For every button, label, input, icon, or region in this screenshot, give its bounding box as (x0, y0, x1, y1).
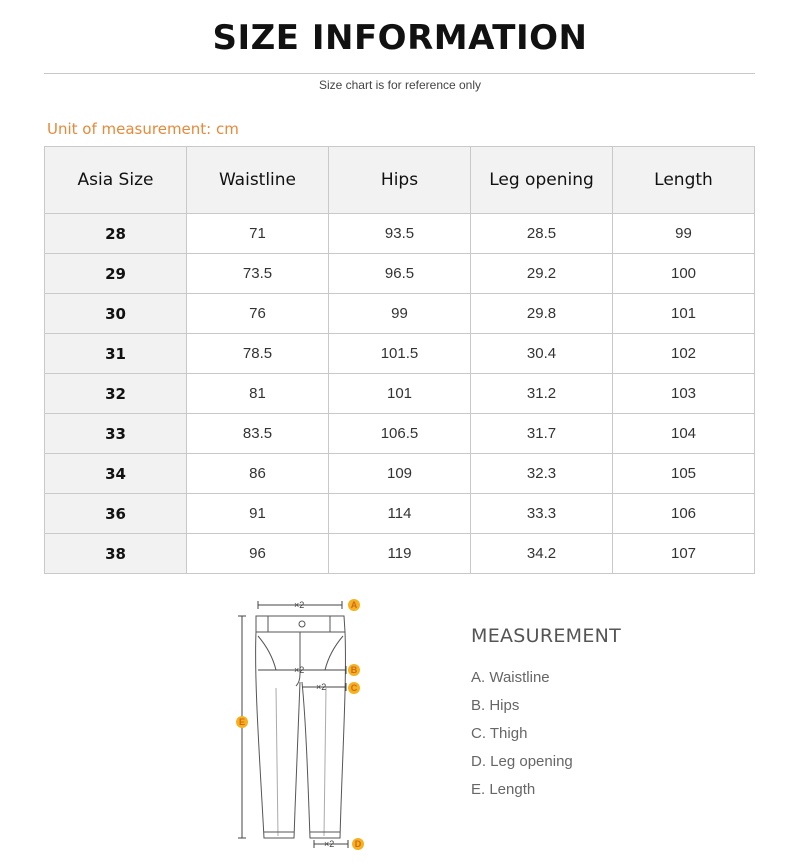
leg-opening-cell: 33.3 (471, 494, 613, 534)
hips-cell: 93.5 (329, 214, 471, 254)
size-cell: 33 (45, 414, 187, 454)
length-cell: 102 (613, 334, 755, 374)
marker-b-letter: B (350, 665, 358, 675)
size-cell: 36 (45, 494, 187, 534)
marker-d-note: ×2 (324, 839, 335, 849)
marker-b-note: ×2 (294, 665, 305, 675)
reference-note: Size chart is for reference only (318, 78, 482, 92)
size-cell: 29 (45, 254, 187, 294)
marker-a-note: ×2 (294, 600, 305, 610)
unit-label: Unit of measurement: cm (47, 120, 239, 138)
legend-item-hips: B. Hips (471, 697, 520, 714)
hips-cell: 119 (329, 534, 471, 574)
waistline-cell: 86 (187, 454, 329, 494)
column-header-length: Length (613, 147, 755, 214)
leg-opening-cell: 31.7 (471, 414, 613, 454)
waistline-cell: 91 (187, 494, 329, 534)
leg-opening-cell: 32.3 (471, 454, 613, 494)
hips-cell: 96.5 (329, 254, 471, 294)
table-row (45, 334, 755, 374)
leg-opening-cell: 34.2 (471, 534, 613, 574)
size-cell: 28 (45, 214, 187, 254)
marker-d-letter: D (354, 839, 362, 849)
length-cell: 105 (613, 454, 755, 494)
table-row (45, 494, 755, 534)
length-cell: 101 (613, 294, 755, 334)
marker-c-letter: C (350, 683, 358, 693)
size-cell: 34 (45, 454, 187, 494)
column-header-asia-size: Asia Size (45, 147, 187, 214)
table-row (45, 454, 755, 494)
size-cell: 32 (45, 374, 187, 414)
length-cell: 100 (613, 254, 755, 294)
leg-opening-cell: 30.4 (471, 334, 613, 374)
legend-item-length: E. Length (471, 781, 536, 798)
length-cell: 104 (613, 414, 755, 454)
waistline-cell: 76 (187, 294, 329, 334)
table-row (45, 374, 755, 414)
hips-cell: 106.5 (329, 414, 471, 454)
size-cell: 31 (45, 334, 187, 374)
waistline-cell: 78.5 (187, 334, 329, 374)
waistline-cell: 81 (187, 374, 329, 414)
leg-opening-cell: 29.2 (471, 254, 613, 294)
legend-item-thigh: C. Thigh (471, 725, 528, 742)
measurement-legend (471, 667, 573, 807)
waistline-cell: 73.5 (187, 254, 329, 294)
hips-cell: 101 (329, 374, 471, 414)
leg-opening-cell: 31.2 (471, 374, 613, 414)
marker-c-note: ×2 (316, 682, 327, 692)
hips-cell: 99 (329, 294, 471, 334)
table-row (45, 414, 755, 454)
legend-item-waistline: A. Waistline (471, 669, 550, 686)
column-header-leg-opening: Leg opening (471, 147, 613, 214)
table-row (45, 214, 755, 254)
marker-e-letter: E (238, 717, 246, 727)
leg-opening-cell: 29.8 (471, 294, 613, 334)
hips-cell: 101.5 (329, 334, 471, 374)
table-row (45, 294, 755, 334)
size-cell: 38 (45, 534, 187, 574)
waistline-cell: 96 (187, 534, 329, 574)
length-cell: 103 (613, 374, 755, 414)
legend-item-leg-opening: D. Leg opening (471, 753, 573, 770)
hips-cell: 114 (329, 494, 471, 534)
size-cell: 30 (45, 294, 187, 334)
hips-cell: 109 (329, 454, 471, 494)
waistline-cell: 71 (187, 214, 329, 254)
size-table (44, 146, 755, 574)
column-header-waistline: Waistline (187, 147, 329, 214)
marker-a-letter: A (350, 600, 358, 610)
page-title: SIZE INFORMATION (212, 18, 588, 58)
measurement-title: MEASUREMENT (471, 625, 622, 647)
table-row (45, 254, 755, 294)
title-divider (44, 73, 755, 74)
table-row (45, 534, 755, 574)
trousers-measurement-icon (230, 592, 370, 857)
waistline-cell: 83.5 (187, 414, 329, 454)
leg-opening-cell: 28.5 (471, 214, 613, 254)
length-cell: 106 (613, 494, 755, 534)
length-cell: 107 (613, 534, 755, 574)
table-header-row (45, 147, 755, 214)
length-cell: 99 (613, 214, 755, 254)
column-header-hips: Hips (329, 147, 471, 214)
